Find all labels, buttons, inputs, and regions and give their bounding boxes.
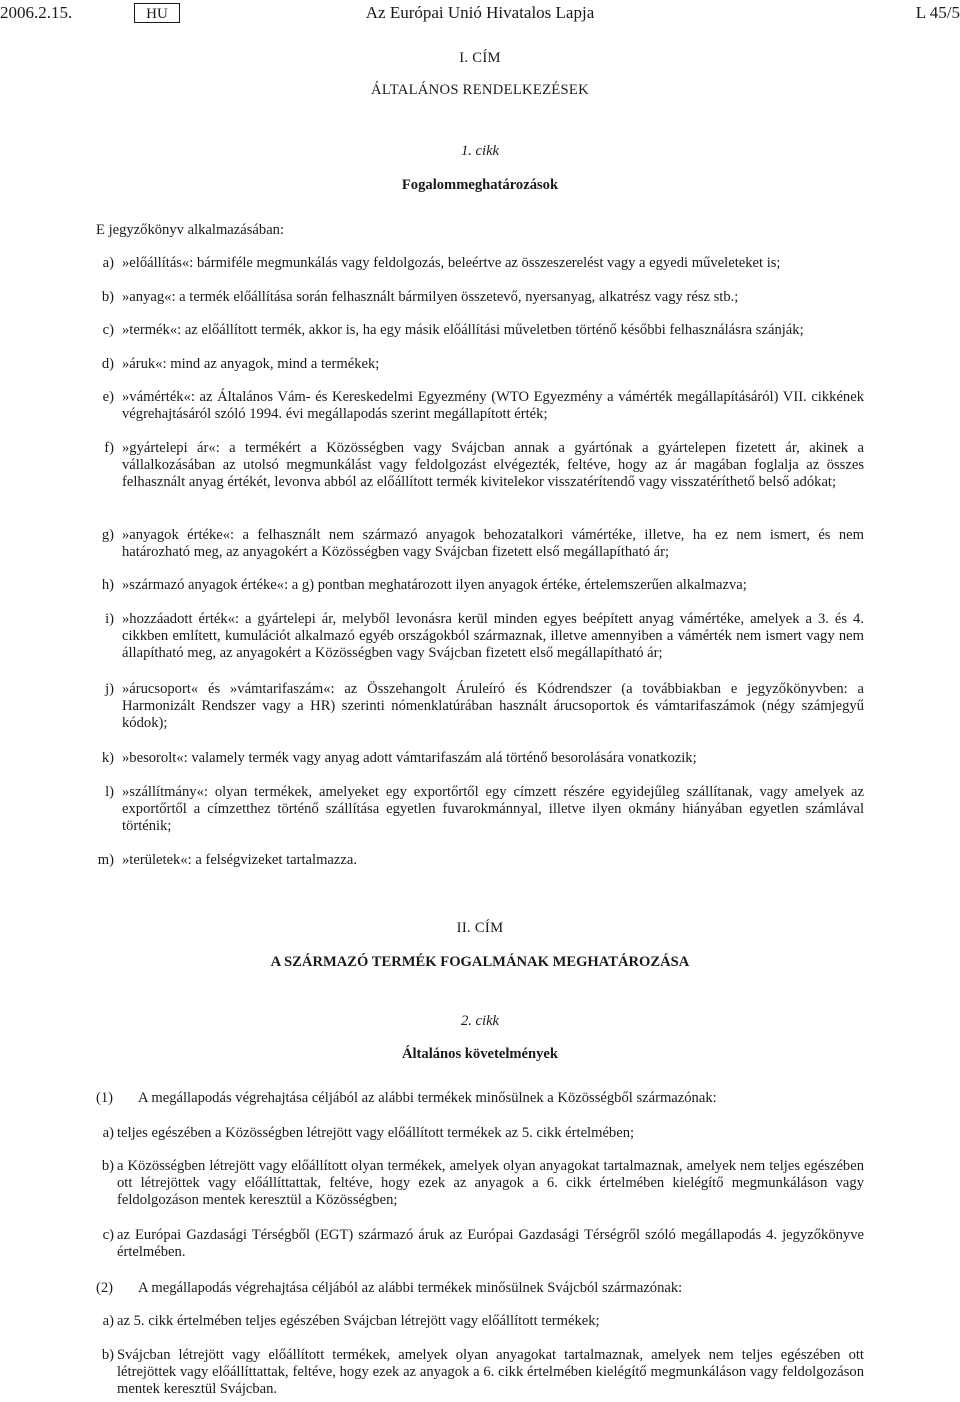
article-2-heading: Általános követelmények xyxy=(401,1046,559,1062)
page-number: L 45/5 xyxy=(915,3,960,22)
item-text: az 5. cikk értelmében teljes egészében Svájcban létrejött vagy előállított termékek; xyxy=(117,1313,600,1329)
item-text: az Európai Gazdasági Térségből (EGT) származó áruk az Európai Gazdasági Térségről szóló megállapodás 4. jegyzőkönyve értelmében. xyxy=(117,1227,864,1260)
item-text: »gyártelepi ár«: a termékért a Közösségben vagy Svájcban annak a gyártónak a gyártelepen fizetett ár, akinek a vállalkozásában az utolsó megmunkálást vagy feldolgozást elvégezték, feltéve, hogy az ár magában foglalja az összes felhasznált anyag értékét, levonva abból az előállított termék kivitelekor visszatérítendő vagy visszatéríthető belső adókat; xyxy=(122,440,864,490)
item-label: g) xyxy=(101,527,114,543)
item-label: k) xyxy=(101,750,114,766)
intro-text: E jegyzőkönyv alkalmazásában: xyxy=(96,222,285,238)
item-text: »anyag«: a termék előállítása során felhasznált bármilyen összetevő, nyersanyag, alkatrész vagy rész stb.; xyxy=(122,289,739,305)
paragraph-text: A megállapodás végrehajtása céljából az alábbi termékek minősülnek Svájcból származónak: xyxy=(138,1280,683,1296)
item-label: b) xyxy=(101,1347,114,1363)
item-label: c) xyxy=(102,322,114,338)
item-text: »termék«: az előállított termék, akkor is, ha egy másik előállítási műveletben történő későbbi felhasználásra szánják; xyxy=(122,322,804,338)
item-label: m) xyxy=(97,852,114,868)
item-text: »előállítás«: bármiféle megmunkálás vagy feldolgozás, beleértve az összeszerelést vagy a egyedi műveleteket is; xyxy=(122,255,781,271)
article-1-label: 1. cikk xyxy=(460,143,500,159)
journal-title: Az Európai Unió Hivatalos Lapja xyxy=(365,3,595,22)
item-label: e) xyxy=(102,389,114,405)
item-text: »származó anyagok értéke«: a g) pontban meghatározott ilyen anyagok értéke, értelemszerűen alkalmazva; xyxy=(122,577,747,593)
item-label: b) xyxy=(101,289,114,305)
title-2-label: II. CÍM xyxy=(456,920,504,936)
item-label: a) xyxy=(102,1313,114,1329)
item-text: »területek«: a felségvizeket tartalmazza. xyxy=(122,852,357,868)
title-1-heading: ÁLTALÁNOS RENDELKEZÉSEK xyxy=(370,82,589,98)
item-text: teljes egészében a Közösségben létrejött vagy előállított termékek az 5. cikk értelmében; xyxy=(117,1125,635,1141)
item-text: Svájcban létrejött vagy előállított termékek, amelyek olyan anyagokat tartalmaznak, amelyek nem teljes egészében ott létrejöttek vagy előállíttattak, feltéve, hogy ezek az anyagok a 6. cikk értelmében kielégítő megmunkáláson vagy feldolgozáson mentek keresztül Svájcban. xyxy=(117,1347,864,1397)
item-text: »anyagok értéke«: a felhasznált nem származó anyagok behozatalkori vámértéke, illetve, ha ez nem ismert, és nem határozható meg, az anyagokért a Közösségben vagy Svájcban fizetett első megállapítható ár; xyxy=(122,527,864,560)
item-text: a Közösségben létrejött vagy előállított olyan termékek, amelyek olyan anyagokat tartalmaznak, amelyek nem teljes egészében ott létrejöttek vagy előállíttattak, feltéve, hogy ezek az anyagok a 6. cikk értelmében kielégítő megmunkáláson vagy feldolgozáson mentek keresztül a Közösségben; xyxy=(117,1158,864,1208)
article-1-heading: Fogalommeghatározások xyxy=(401,177,559,193)
title-1-label: I. CÍM xyxy=(459,50,501,66)
item-text: »áruk«: mind az anyagok, mind a termékek; xyxy=(122,356,380,372)
item-label: b) xyxy=(101,1158,114,1174)
item-text: »vámérték«: az Általános Vám- és Kereskedelmi Egyezmény (WTO Egyezmény a vámérték megállapításáról) VII. cikkének végrehajtásáról szóló 1994. évi megállapodás szerint megállapított érték; xyxy=(122,389,864,422)
item-label: f) xyxy=(104,440,114,456)
item-label: j) xyxy=(105,681,114,697)
item-label: d) xyxy=(101,356,114,372)
item-text: »besorolt«: valamely termék vagy anyag adott vámtarifaszám alá történő besorolására vonatkozik; xyxy=(122,750,697,766)
item-text: »szállítmány«: olyan termékek, amelyeket egy exportőrtől egy címzett részére egyidejűleg szállítanak, vagy amelyek az exportőrtől a címzetthez történő szállítása egyetlen fuvarokmánnyal, illetve ilyen okmány hiányában egyetlen számlával történik; xyxy=(122,784,864,834)
item-text: »hozzáadott érték«: a gyártelepi ár, melyből levonásra kerül minden egyes beépített anyag vámértéke, amelyek a 3. és 4. cikkben említett, kumulációt alkalmazó egyéb országokból származnak, illetve amennyiben a vámérték nem ismert vagy nem állapítható meg, az anyagokért a Közösségben vagy Svájcban fizetett első megállapítható ár; xyxy=(122,611,864,661)
page-header xyxy=(0,4,960,26)
article-2-label: 2. cikk xyxy=(460,1013,500,1029)
item-label: l) xyxy=(105,784,114,800)
title-2-heading: A SZÁRMAZÓ TERMÉK FOGALMÁNAK MEGHATÁROZÁSA xyxy=(270,954,690,970)
item-label: h) xyxy=(101,577,114,593)
paragraph-number: (1) xyxy=(96,1090,114,1106)
item-label: i) xyxy=(105,611,114,627)
item-label: a) xyxy=(102,255,114,271)
item-label: a) xyxy=(102,1125,114,1141)
item-label: c) xyxy=(102,1227,114,1243)
paragraph-text: A megállapodás végrehajtása céljából az alábbi termékek minősülnek a Közösségből származónak: xyxy=(138,1090,717,1106)
item-text: »árucsoport« és »vámtarifaszám«: az Összehangolt Áruleíró és Kódrendszer (a továbbiakban e jegyzőkönyvben: a Harmonizált Rendszer vagy a HR) szerinti nómenklatúrában használt árucsoportok és vámtarifaszámok (négy számjegyű kódok); xyxy=(122,681,864,731)
publication-date: 2006.2.15. xyxy=(0,3,73,22)
language-badge: HU xyxy=(134,3,180,23)
paragraph-number: (2) xyxy=(96,1280,114,1296)
